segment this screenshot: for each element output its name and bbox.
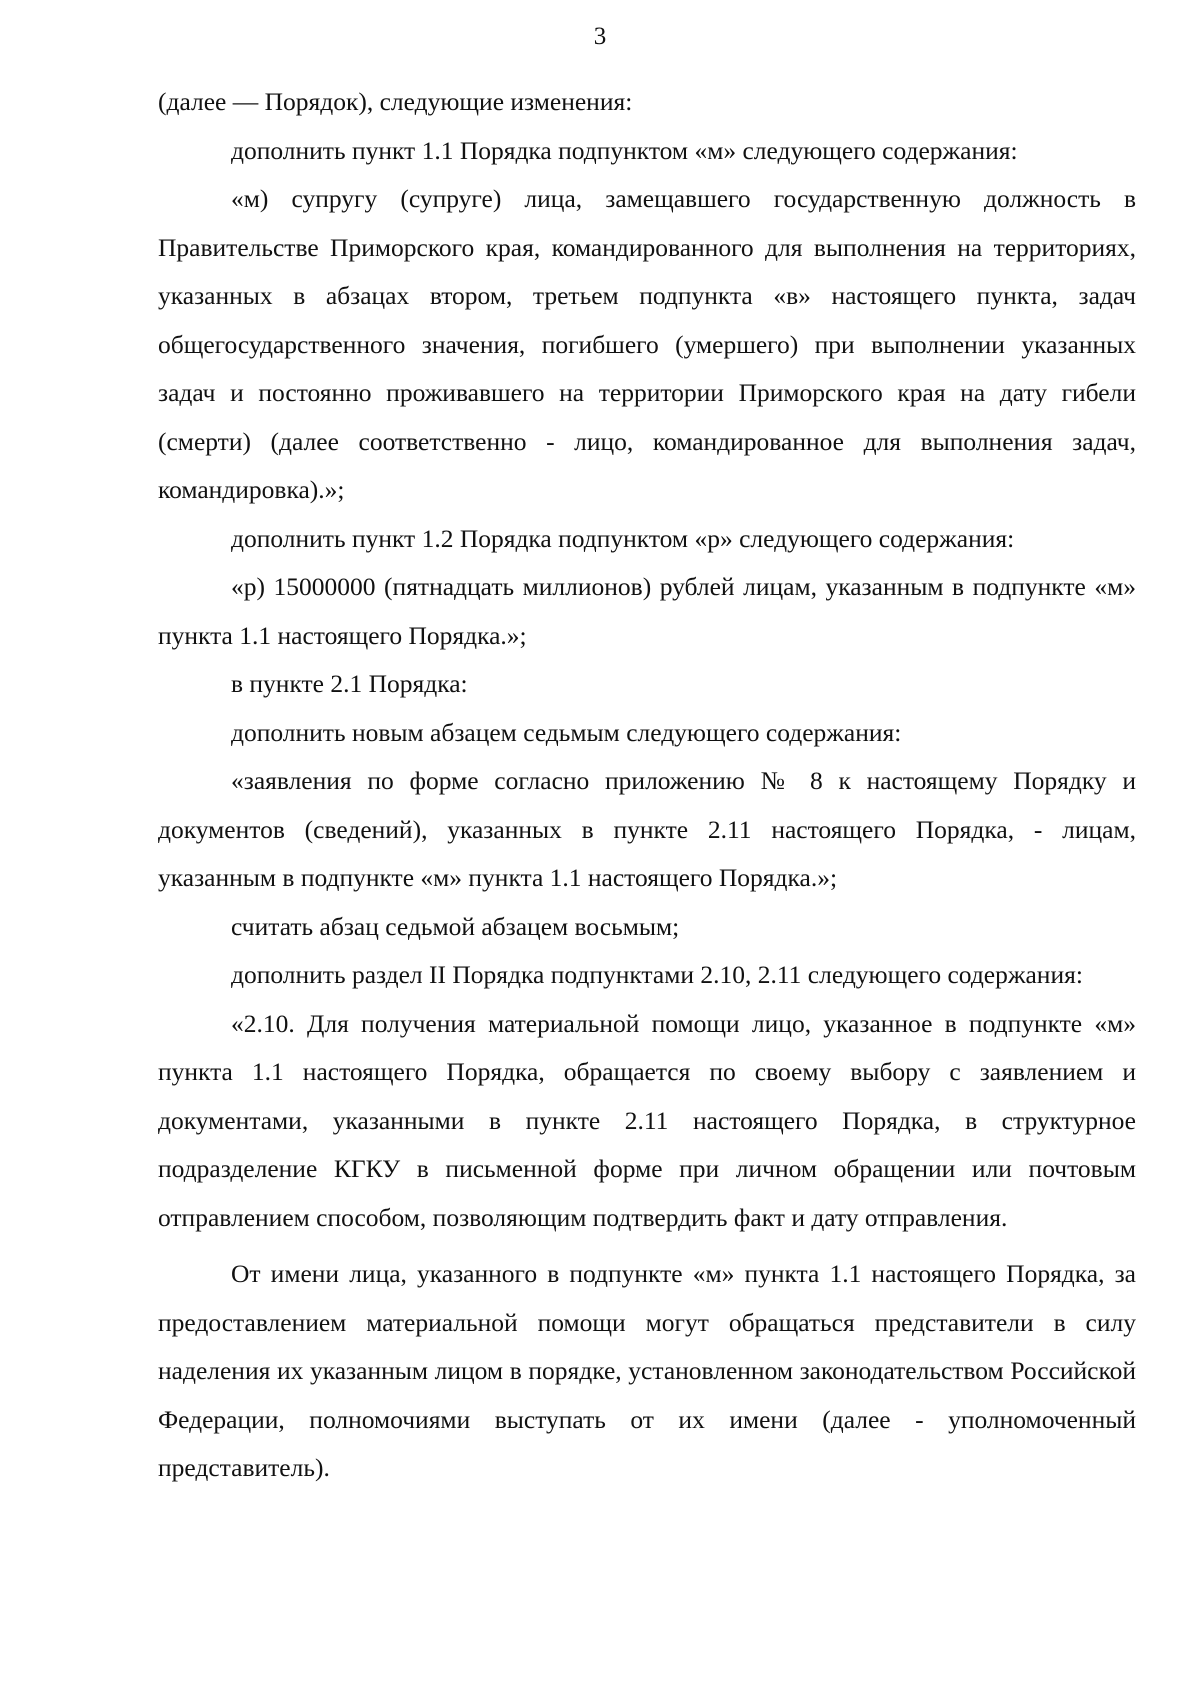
paragraph-add-subitem-m: дополнить пункт 1.1 Порядка подпунктом «м» следующего содержания:	[231, 135, 1018, 165]
paragraph-intro-continuation: (далее — Порядок), следующие изменения:	[158, 87, 633, 116]
paragraph-add-seventh-abzac: дополнить новым абзацем седьмым следующего содержания:	[231, 717, 902, 747]
paragraph-item-2-1: в пункте 2.1 Порядка:	[231, 669, 468, 698]
document-body	[158, 78, 1136, 1493]
paragraph-renumber-abzac: считать абзац седьмой абзацем восьмым;	[231, 911, 680, 941]
paragraph-subitem-r-text: «р) 15000000 (пятнадцать миллионов) рублей лицам, указанным в подпункте «м» пункта 1.1 настоящего Порядка.»;	[158, 572, 1136, 650]
paragraph-seventh-abzac-text: «заявления по форме согласно приложению № 8 к настоящему Порядку и документов (сведений), указанных в пункте 2.11 настоящего Порядка, - лицам, указанным в подпункте «м» пункта 1.1 настоящего Порядка.»;	[158, 766, 1136, 892]
paragraph-add-subitem-r: дополнить пункт 1.2 Порядка подпунктом «р» следующего содержания:	[231, 523, 1015, 553]
paragraph-item-2-10: «2.10. Для получения материальной помощи лицо, указанное в подпункте «м» пункта 1.1 настоящего Порядка, обращается по своему выбору с заявлением и документами, указанными в пункте 2.11 настоящего Порядка, в структурное подразделение КГКУ в письменной форме при личном обращении или почтовым отправлением способом, позволяющим подтвердить факт и дату отправления.	[158, 1008, 1136, 1232]
paragraph-add-section-ii: дополнить раздел II Порядка подпунктами 2.10, 2.11 следующего содержания:	[231, 960, 1083, 989]
page-number: 3	[593, 23, 607, 50]
paragraph-subitem-m-text: «м) супругу (супруге) лица, замещавшего государственную должность в Правительстве Приморского края, командированного для выполнения на территориях, указанных в абзацах втором, третьем подпункта «в» настоящего пункта, задач общегосударственного значения, погибшего (умершего) при выполнении указанных задач и постоянно проживавшего на территории Приморского края на дату гибели (смерти) (далее соответственно - лицо, командированное для выполнения задач, командировка).»;	[158, 184, 1136, 504]
paragraph-representative: От имени лица, указанного в подпункте «м» пункта 1.1 настоящего Порядка, за предоставлением материальной помощи могут обращаться представители в силу наделения их указанным лицом в порядке, установленном законодательством Российской Федерации, полномочиями выступать от их имени (далее - уполномоченный представитель).	[158, 1259, 1136, 1482]
